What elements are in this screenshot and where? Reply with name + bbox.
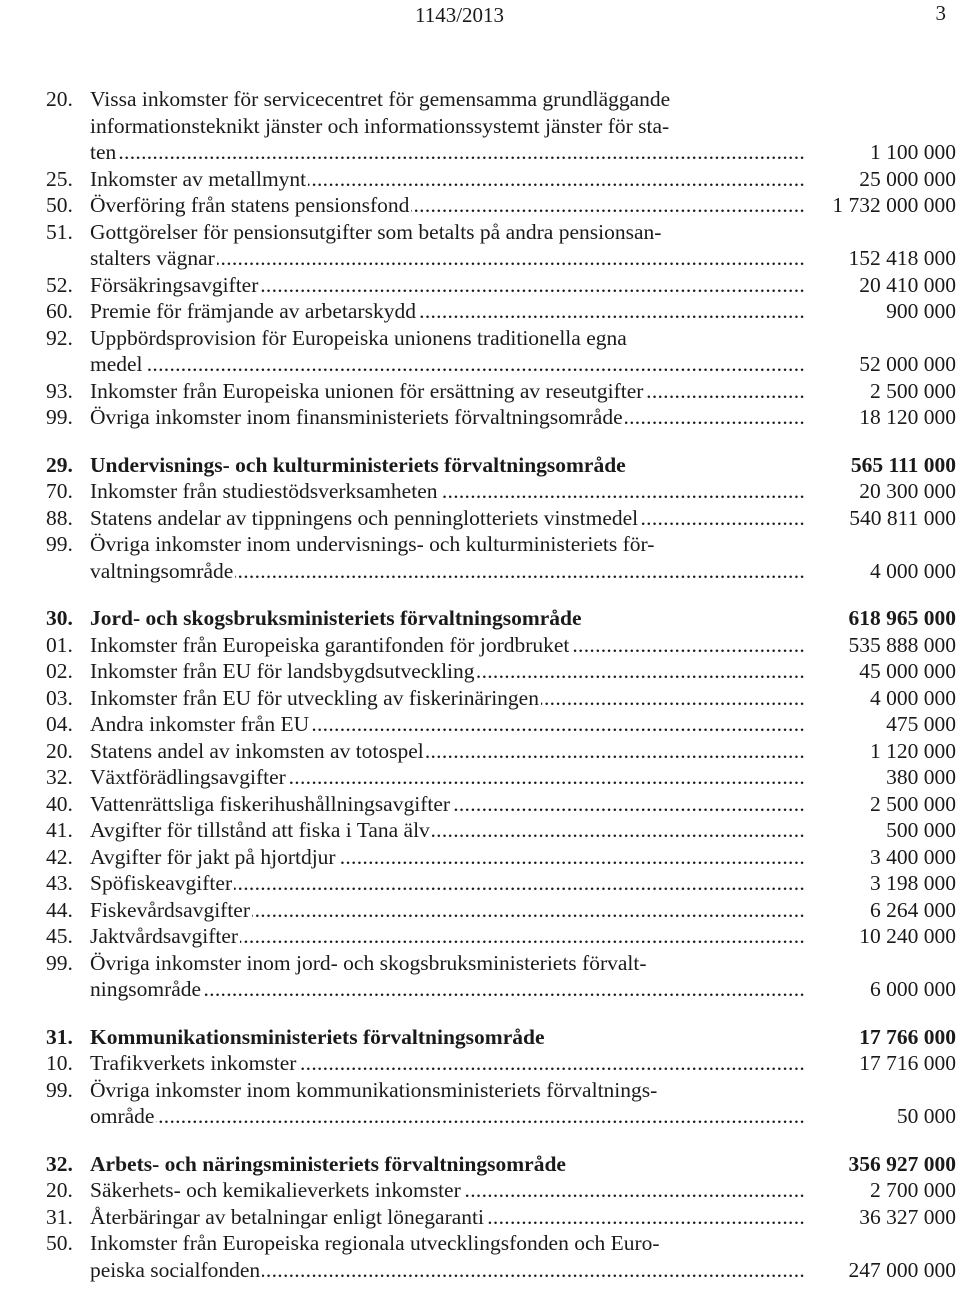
item-label: Jord- och skogsbruksministeriets förvaltningsområde [90,606,582,630]
item-label: Vattenrättsliga fiskerihushållningsavgifter ..... [90,791,806,818]
income-item [46,791,956,818]
amount: 4 000 000 [870,558,956,583]
income-item [46,764,956,791]
amount: 3 198 000 [870,871,956,895]
line [46,605,956,632]
amount: 20 410 000 [859,272,956,297]
item-number: 32. [46,1151,73,1176]
line [46,351,956,378]
item-number: 99. [46,950,73,975]
item-number: 10. [46,1051,73,1075]
amount: 1 732 000 000 [832,193,956,217]
amount: 356 927 000 [848,1151,956,1176]
item-number: 92. [46,325,73,350]
item-label: Gottgörelser för pensionsutgifter som betalts på andra pensionsan- [90,219,662,244]
item-label: Återbäringar av betalningar enligt lönegaranti ..... [90,1204,806,1231]
amount: 45 000 000 [859,659,956,683]
item-label: Inkomster av metallmynt ..... [90,166,806,193]
income-item [46,166,956,193]
item-label: Försäkringsavgifter ..... [90,272,806,299]
item-label: Övriga inkomster inom jord- och skogsbruksministeriets förvalt- [90,950,647,975]
item-number: 51. [46,219,73,244]
item-number: 20. [46,738,73,763]
item-label: Växtförädlingsavgifter ..... [90,764,806,791]
item-number: 50. [46,1231,73,1255]
line [46,844,956,871]
income-item [46,478,956,505]
amount: 2 500 000 [870,378,956,403]
income-item [46,1050,956,1077]
budget-income-list [46,86,956,1283]
income-item [46,298,956,325]
line [46,632,956,659]
line [46,245,956,272]
line [46,1177,956,1204]
income-item [46,86,956,166]
amount: 17 766 000 [859,1024,956,1049]
item-number: 42. [46,844,73,869]
item-number: 32. [46,765,73,789]
line [46,738,956,765]
item-label: Statens andelar av tippningens och penninglotteriets vinstmedel ..... [90,505,806,532]
item-number: 99. [46,1077,73,1102]
income-item [46,531,956,584]
line [46,711,956,738]
item-number: 60. [46,299,73,323]
item-label: Spöfiskeavgifter ..... [90,870,806,897]
item-number: 88. [46,505,73,530]
amount: 20 300 000 [859,479,956,503]
section-heading [46,605,956,632]
line [46,113,956,140]
amount: 475 000 [886,712,956,736]
line [46,404,956,431]
income-item [46,272,956,299]
item-label: informationsteknikt jänster och informationssystemt jänster för sta- [90,113,670,138]
amount: 52 000 000 [859,352,956,376]
item-label: Vissa inkomster för servicecentret för gemensamma grundläggande [90,87,671,111]
amount: 6 000 000 [870,977,956,1001]
line [46,923,956,950]
item-label: Avgifter för jakt på hjortdjur ..... [90,844,806,871]
item-number: 50. [46,193,73,217]
income-item [46,897,956,924]
item-number: 29. [46,452,73,477]
item-label: Premie för främjande av arbetarskydd ..... [90,298,806,325]
income-item [46,1230,956,1283]
item-number: 25. [46,166,73,191]
income-item [46,950,956,1003]
item-label: Avgifter för tillstånd att fiska i Tana älv ..... [90,817,806,844]
item-label: Övriga inkomster inom kommunikationsministeriets förvaltnings- [90,1077,658,1102]
line [46,1050,956,1077]
amount: 900 000 [886,299,956,323]
item-number: 70. [46,479,73,503]
line [46,950,956,977]
item-number: 02. [46,659,73,683]
item-label: Övriga inkomster inom finansministeriets förvaltningsområde ..... [90,404,806,431]
item-label: Övriga inkomster inom undervisnings- och kulturministeriets för- [90,532,655,556]
item-number: 99. [46,532,73,556]
income-item [46,219,956,272]
item-label: Inkomster från Europeiska regionala utvecklingsfonden och Euro- [90,1231,660,1255]
line [46,272,956,299]
amount: 247 000 000 [848,1257,956,1282]
item-label: Överföring från statens pensionsfond ..... [90,192,806,219]
income-item [46,1077,956,1130]
amount: 10 240 000 [859,924,956,948]
income-item [46,844,956,871]
line [46,86,956,113]
item-number: 44. [46,897,73,922]
amount: 25 000 000 [859,166,956,191]
income-item [46,817,956,844]
item-label: Andra inkomster från EU ..... [90,711,806,738]
amount: 618 965 000 [848,606,956,630]
amount: 2 700 000 [870,1178,956,1202]
amount: 17 716 000 [859,1051,956,1075]
income-item [46,505,956,532]
amount: 1 100 000 [870,140,956,164]
line [46,192,956,219]
amount: 535 888 000 [848,632,956,657]
income-item [46,685,956,712]
income-item [46,632,956,659]
line [46,558,956,585]
item-number: 43. [46,871,73,895]
line [46,685,956,712]
item-number: 45. [46,924,73,948]
item-number: 04. [46,712,73,736]
item-label: Inkomster från EU för utveckling av fiskerinäringen ..... [90,685,806,712]
item-number: 31. [46,1204,73,1229]
amount: 2 500 000 [870,791,956,816]
income-item [46,738,956,765]
line [46,764,956,791]
line [46,1077,956,1104]
item-number: 03. [46,685,73,710]
line [46,505,956,532]
item-number: 20. [46,1178,73,1202]
line [46,1257,956,1284]
income-item [46,711,956,738]
item-label: valtningsområde ..... [90,558,806,585]
amount: 3 400 000 [870,844,956,869]
amount: 380 000 [886,765,956,789]
document-id: 1143/2013 [415,3,505,27]
item-number: 31. [46,1024,73,1049]
amount: 500 000 [886,818,956,842]
item-label: Statens andel av inkomsten av totospel ..... [90,738,806,765]
line [46,452,956,479]
amount: 50 000 [896,1104,956,1128]
line [46,1204,956,1231]
line [46,139,956,166]
item-label: peiska socialfonden ..... [90,1257,806,1284]
income-item [46,1204,956,1231]
item-label: Arbets- och näringsministeriets förvaltningsområde [90,1151,566,1176]
section-heading [46,1024,956,1051]
amount: 540 811 000 [849,505,956,530]
page-number: 3 [935,1,946,25]
line [46,1151,956,1178]
income-item [46,658,956,685]
item-label: ten ..... [90,139,806,166]
section-heading [46,452,956,479]
item-number: 01. [46,632,73,657]
line [46,1024,956,1051]
item-label: Trafikverkets inkomster ..... [90,1050,806,1077]
amount: 152 418 000 [848,246,956,270]
item-number: 99. [46,405,73,429]
item-label: Jaktvårdsavgifter ..... [90,923,806,950]
item-number: 40. [46,791,73,816]
line [46,791,956,818]
item-number: 20. [46,87,73,111]
line [46,870,956,897]
amount: 6 264 000 [870,897,956,922]
item-label: Undervisnings- och kulturministeriets förvaltningsområde [90,452,626,477]
line [46,817,956,844]
item-number: 30. [46,606,73,630]
income-item [46,404,956,431]
amount: 36 327 000 [859,1204,956,1229]
item-label: medel ..... [90,351,806,378]
line [46,325,956,352]
item-label: Inkomster från Europeiska unionen för ersättning av reseutgifter ..... [90,378,806,405]
amount: 565 111 000 [850,452,956,477]
income-item [46,192,956,219]
line [46,478,956,505]
section-heading [46,1151,956,1178]
item-label: Fiskevårdsavgifter ..... [90,897,806,924]
line [46,1103,956,1130]
item-label: Inkomster från EU för landsbygdsutveckling ..... [90,658,806,685]
income-item [46,1177,956,1204]
item-number: 41. [46,818,73,842]
income-item [46,923,956,950]
amount: 4 000 000 [870,685,956,710]
line [46,378,956,405]
amount: 1 120 000 [870,738,956,763]
page-header [0,0,960,40]
line [46,219,956,246]
item-label: område ..... [90,1103,806,1130]
item-number: 93. [46,378,73,403]
line [46,531,956,558]
item-label: Uppbördsprovision för Europeiska unionens traditionella egna [90,325,627,350]
line [46,897,956,924]
line [46,166,956,193]
item-label: Kommunikationsministeriets förvaltningsområde [90,1024,545,1049]
item-label: stalters vägnar ..... [90,245,806,272]
income-item [46,870,956,897]
item-number: 52. [46,272,73,297]
item-label: Inkomster från studiestödsverksamheten ..... [90,478,806,505]
item-label: ningsområde ..... [90,976,806,1003]
income-item [46,378,956,405]
line [46,658,956,685]
amount: 18 120 000 [859,405,956,429]
line [46,976,956,1003]
item-label: Inkomster från Europeiska garantifonden för jordbruket ..... [90,632,806,659]
income-item [46,325,956,378]
line [46,1230,956,1257]
line [46,298,956,325]
item-label: Säkerhets- och kemikalieverkets inkomster ..... [90,1177,806,1204]
